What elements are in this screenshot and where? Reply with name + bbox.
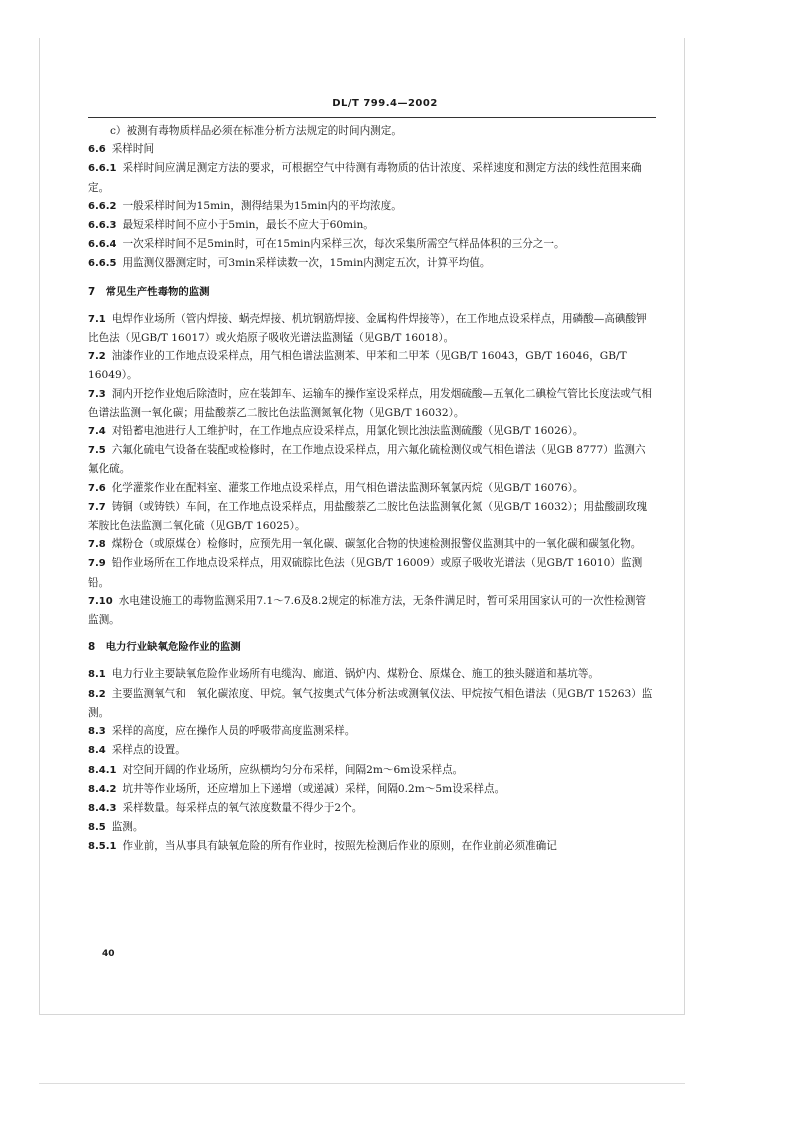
clause-paragraph: [88, 216, 656, 235]
clause-text: 洞内开挖作业炮后除渣时，应在装卸车、运输车的操作室设采样点，用发烟硫酸—五氧化二碘检气管比长度法或气相色谱法监测一氧化碳；用盐酸萘乙二胺比色法监测氮氧化物（见GB/T 16032）。: [88, 387, 652, 419]
clause-text: 用监测仪器测定时，可3min采样读数一次，15min内测定五次，计算平均值。: [122, 257, 491, 270]
clause-text: 坑井等作业场所，还应增加上下递增（或递减）采样，间隔0.2m～5m设采样点。: [122, 782, 506, 795]
clause-text: 监测。: [111, 821, 144, 834]
clause-number: 8.4.2: [88, 783, 117, 795]
clause-paragraph: [88, 722, 656, 741]
clause-number: 6.6.5: [88, 258, 117, 270]
clause-text: 一般采样时间为15min，测得结果为15min内的平均浓度。: [122, 199, 402, 212]
clause-text: 化学灌浆作业在配料室、灌浆工作地点设采样点，用气相色谱法监测环氧氯丙烷（见GB/T 16076）。: [111, 481, 584, 494]
clause-paragraph: [88, 554, 656, 591]
clause-paragraph: [88, 310, 656, 347]
clause-text: 电焊作业场所（管内焊接、蜗壳焊接、机坑钢筋焊接、金属构件焊接等），在工作地点设采样点，用磷酸—高碘酸钾比色法（见GB/T 16017）或火焰原子吸收光谱法监测锰（见GB/T 16018）。: [88, 312, 647, 345]
clause-number: 6.6.2: [88, 200, 117, 212]
clause-paragraph: [88, 837, 656, 856]
clause-number: 8.5.1: [88, 841, 117, 853]
clause-number: 8.4: [88, 745, 106, 757]
clause-number: 8.3: [88, 726, 106, 738]
clause-number: 6.6.4: [88, 239, 117, 251]
page-header: DL/T 799.4—2002: [332, 98, 438, 109]
clause-number: 7.6: [88, 482, 106, 494]
clause-number: 7.4: [88, 426, 106, 438]
clause-text: 作业前，当从事具有缺氧危险的所有作业时，按照先检测后作业的原则，在作业前必须准确记: [122, 840, 557, 853]
clause-text: 一次采样时间不足5min时，可在15min内采样三次，每次采集所需空气样品体积的三分之一。: [122, 238, 565, 251]
clause-text: 六氟化硫电气设备在装配或检修时，在工作地点设采样点，用六氟化硫检测仪或气相色谱法（见GB 8777）监测六氟化硫。: [88, 444, 646, 476]
clause-text: 煤粉仓（或原煤仓）检修时，应预先用一氧化碳、碳氢化合物的快速检测报警仪监测其中的一氧化碳和碳氢化物。: [111, 538, 642, 551]
clause-text: c）被测有毒物质样品必须在标准分析方法规定的时间内测定。: [110, 125, 402, 137]
clause-paragraph: [88, 235, 656, 254]
clause-text: 最短采样时间不应小于5min，最长不应大于60min。: [122, 219, 374, 232]
clause-number: 7.7: [88, 501, 106, 513]
clause-paragraph: [88, 197, 656, 216]
page-number: 40: [102, 949, 115, 959]
clause-paragraph: [88, 498, 656, 535]
clause-text: 采样时间应满足测定方法的要求，可根据空气中待测有毒物质的估计浓度、采样速度和测定方法的线性范围来确定。: [88, 162, 642, 194]
clause-paragraph: [88, 140, 656, 159]
clause-paragraph: [88, 780, 656, 799]
clause-paragraph: [88, 685, 656, 722]
clause-number: 6.6.1: [88, 163, 117, 175]
clause-paragraph: [88, 818, 656, 837]
clause-paragraph: [88, 254, 656, 273]
clause-number: 7.1: [88, 313, 106, 325]
section-7-title: 7 常见生产性毒物的监测: [88, 285, 210, 298]
clause-text: 电力行业主要缺氧危险作业场所有电缆沟、廊道、锅炉内、煤粉仓、原煤仓、施工的独头隧道和基坑等。: [111, 668, 600, 681]
clause-number: 7.5: [88, 445, 106, 457]
clause-number: 7.3: [88, 388, 106, 400]
clause-paragraph: [88, 741, 656, 760]
section-7-block: [88, 310, 656, 629]
clause-number: 8.4.3: [88, 802, 117, 814]
section-8-title: 8 电力行业缺氧危险作业的监测: [88, 641, 241, 654]
clause-paragraph: [88, 592, 656, 629]
header-rule: [88, 117, 656, 118]
clause-number: 8.1: [88, 669, 106, 681]
clause-paragraph: [88, 441, 656, 478]
clause-text: 铅作业场所在工作地点设采样点，用双硫腙比色法（见GB/T 16009）或原子吸收光谱法（见GB/T 16010）监测铅。: [88, 557, 643, 589]
clause-text: 铸铜（或铸铁）车间，在工作地点设采样点，用盐酸萘乙二胺比色法监测氧化氮（见GB/T 16032）；用盐酸副玫瑰苯胺比色法监测二氧化硫（见GB/T 16025）。: [88, 500, 648, 533]
clause-paragraph: [88, 422, 656, 441]
clause-paragraph: [88, 665, 656, 684]
clause-number: 8.4.1: [88, 764, 117, 776]
clause-text: 采样时间: [111, 143, 155, 156]
clause-text: 对空间开阔的作业场所，应纵横均匀分布采样，间隔2m～6m设采样点。: [122, 763, 464, 776]
clause-number: 7.2: [88, 351, 106, 363]
clause-number: 6.6.3: [88, 220, 117, 232]
clause-text: 水电建设施工的毒物监测采用7.1～7.6及8.2规定的标准方法，无条件满足时，暂可采用国家认可的一次性检测管监测。: [88, 594, 646, 627]
clause-text: 采样的高度，应在操作人员的呼吸带高度监测采样。: [111, 725, 356, 738]
clause-paragraph: [88, 385, 656, 422]
page-separator: [39, 1083, 685, 1084]
page-frame-left: [39, 38, 40, 1015]
page-content: [88, 122, 656, 857]
clause-number: 7.9: [88, 558, 106, 570]
clause-text: 采样点的设置。: [111, 744, 186, 757]
clause-paragraph: [88, 159, 656, 196]
clause-number: 6.6: [88, 144, 106, 156]
clause-text: 采样数量。每采样点的氧气浓度数量不得少于2个。: [122, 801, 363, 814]
clause-number: 7.8: [88, 539, 106, 551]
clause-paragraph: [88, 347, 656, 384]
clause-number: 8.2: [88, 688, 106, 700]
clause-number: 7.10: [88, 595, 113, 607]
clause-paragraph: [88, 761, 656, 780]
clause-number: 8.5: [88, 822, 106, 834]
clause-paragraph: [88, 122, 656, 140]
page-frame-right: [684, 38, 685, 1015]
clause-paragraph: [88, 799, 656, 818]
section-8-block: [88, 665, 656, 856]
page-frame-bottom: [39, 1014, 685, 1015]
clause-paragraph: [88, 535, 656, 554]
clause-text: 主要监测氧气和 氧化碳浓度、甲烷。氧气按奥式气体分析法或测氧仪法、甲烷按气相色谱法（见GB/T 15263）监测。: [88, 687, 653, 719]
clause-paragraph: [88, 479, 656, 498]
clause-text: 对铅蓄电池进行人工维护时，在工作地点应设采样点，用氯化钡比浊法监测硫酸（见GB/T 16026）。: [111, 425, 584, 438]
clause-text: 油漆作业的工作地点设采样点，用气相色谱法监测苯、甲苯和二甲苯（见GB/T 16043，GB/T 16046，GB/T 16049）。: [88, 350, 627, 382]
section-6-block: [88, 122, 656, 274]
